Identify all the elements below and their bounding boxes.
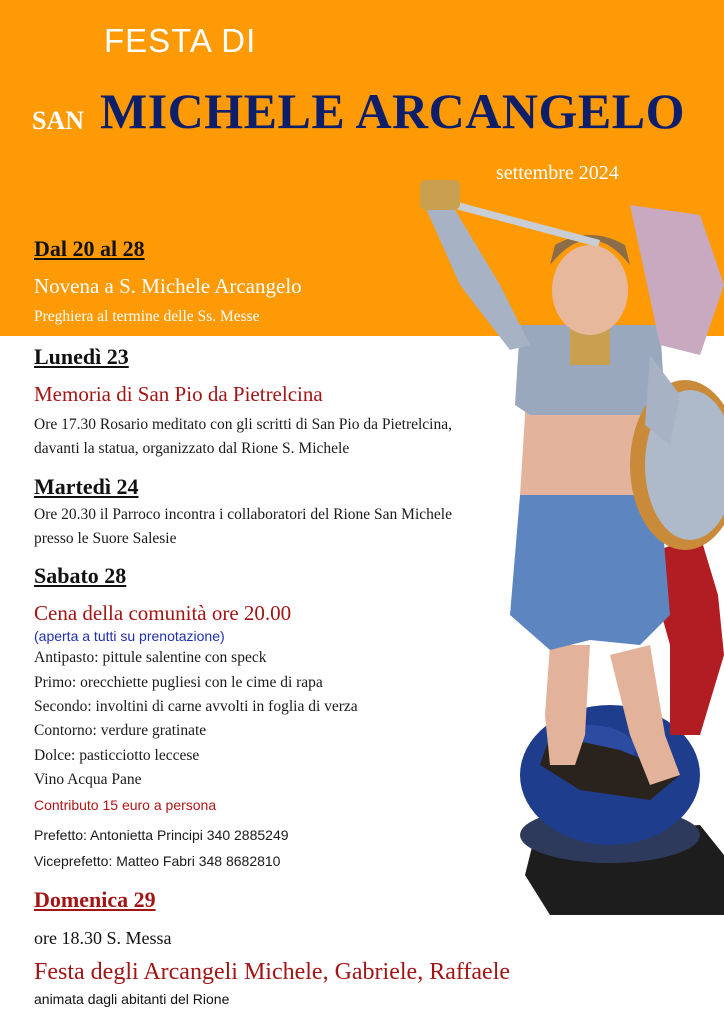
martedi-line-1: Ore 20.30 il Parroco incontra i collaboratori del Rione San Michele xyxy=(34,506,452,523)
domenica-note: animata dagli abitanti del Rione xyxy=(34,991,230,1007)
lunedi-title: Memoria di San Pio da Pietrelcina xyxy=(34,382,323,406)
novena-title: Novena a S. Michele Arcangelo xyxy=(34,274,302,298)
michele-arcangelo-title: MICHELE ARCANGELO xyxy=(100,83,685,139)
menu-item: Dolce: pasticciotto leccese xyxy=(34,747,200,764)
menu-item: Vino Acqua Pane xyxy=(34,771,142,788)
statue-image xyxy=(400,175,724,915)
menu-item: Primo: orecchiette pugliesi con le cime di rapa xyxy=(34,674,323,691)
prefetto-contact: Prefetto: Antonietta Principi 340 2885249 xyxy=(34,827,289,843)
domenica-title: Festa degli Arcangeli Michele, Gabriele, Raffaele xyxy=(34,959,511,985)
novena-heading: Dal 20 al 28 xyxy=(34,236,145,261)
lunedi-line-1: Ore 17.30 Rosario meditato con gli scritti di San Pio da Pietrelcina, xyxy=(34,416,452,433)
menu-item: Antipasto: pittule salentine con speck xyxy=(34,649,267,666)
month-label: settembre 2024 xyxy=(496,162,619,184)
sabato-heading: Sabato 28 xyxy=(34,563,127,588)
sabato-title: Cena della comunità ore 20.00 xyxy=(34,601,292,625)
viceprefetto-contact: Viceprefetto: Matteo Fabri 348 8682810 xyxy=(34,853,281,869)
martedi-line-2: presso le Suore Salesie xyxy=(34,530,177,547)
festa-di-title: FESTA DI xyxy=(104,22,257,59)
novena-note: Preghiera al termine delle Ss. Messe xyxy=(34,308,260,325)
san-title: SAN xyxy=(32,106,85,135)
martedi-heading: Martedì 24 xyxy=(34,474,139,499)
menu-item: Secondo: involtini di carne avvolti in foglia di verza xyxy=(34,698,358,715)
lunedi-heading: Lunedì 23 xyxy=(34,344,129,369)
lunedi-line-2: davanti la statua, organizzato dal Rione S. Michele xyxy=(34,440,350,457)
contributo-text: Contributo 15 euro a persona xyxy=(34,797,217,813)
domenica-heading: Domenica 29 xyxy=(34,887,156,912)
sabato-note: (aperta a tutti su prenotazione) xyxy=(34,628,225,644)
domenica-mass: ore 18.30 S. Messa xyxy=(34,928,172,948)
menu-item: Contorno: verdure gratinate xyxy=(34,722,207,739)
